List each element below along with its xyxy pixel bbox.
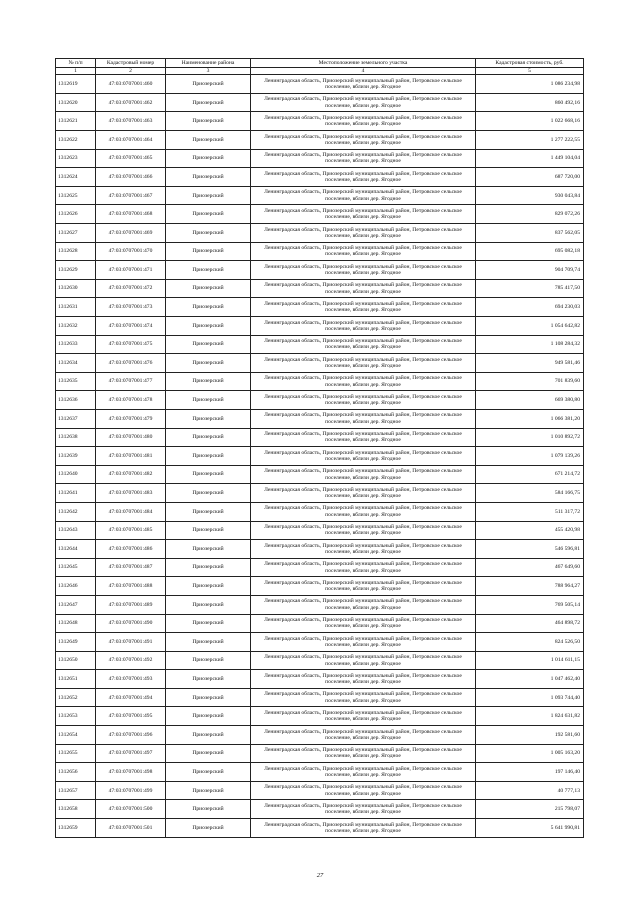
location-cell: Ленинградская область, Приозерский муниципальный район, Петровское сельское поселение, вблизи дер. Ягодное <box>251 763 476 782</box>
cadastral-number-cell: 47:03:0707001:487 <box>96 558 166 577</box>
location-cell: Ленинградская область, Приозерский муниципальный район, Петровское сельское поселение, вблизи дер. Ягодное <box>251 558 476 577</box>
district-cell: Приозерский <box>166 633 251 652</box>
cadastral-value-cell: 40 777,13 <box>476 781 584 800</box>
table-row <box>56 800 584 819</box>
location-cell: Ленинградская область, Приозерский муниципальный район, Петровское сельское поселение, вблизи дер. Ягодное <box>251 540 476 559</box>
cadastral-value-cell: 949 581,46 <box>476 354 584 373</box>
cadastral-value-cell: 788 964,27 <box>476 577 584 596</box>
cadastral-number-cell: 47:03:0707001:494 <box>96 688 166 707</box>
district-cell: Приозерский <box>166 707 251 726</box>
table-row <box>56 93 584 112</box>
district-cell: Приозерский <box>166 688 251 707</box>
header-district-name: Наименование района <box>166 59 251 68</box>
location-cell: Ленинградская область, Приозерский муниципальный район, Петровское сельское поселение, вблизи дер. Ягодное <box>251 261 476 280</box>
location-cell: Ленинградская область, Приозерский муниципальный район, Петровское сельское поселение, вблизи дер. Ягодное <box>251 614 476 633</box>
location-cell: Ленинградская область, Приозерский муниципальный район, Петровское сельское поселение, вблизи дер. Ягодное <box>251 242 476 261</box>
cadastral-value-cell: 1 014 611,15 <box>476 651 584 670</box>
row-number-cell: 1312652 <box>56 688 96 707</box>
cadastral-number-cell: 47:03:0707001:499 <box>96 781 166 800</box>
cadastral-value-cell: 464 898,72 <box>476 614 584 633</box>
cadastral-number-cell: 47:03:0707001:481 <box>96 447 166 466</box>
row-number-cell: 1312657 <box>56 781 96 800</box>
cadastral-value-cell: 860 492,16 <box>476 93 584 112</box>
cadastral-number-cell: 47:03:0707001:462 <box>96 93 166 112</box>
cadastral-value-cell: 1 079 139,26 <box>476 447 584 466</box>
cadastral-number-cell: 47:03:0707001:469 <box>96 224 166 243</box>
cadastral-value-cell: 192 581,60 <box>476 726 584 745</box>
row-number-cell: 1312654 <box>56 726 96 745</box>
row-number-cell: 1312639 <box>56 447 96 466</box>
table-row <box>56 335 584 354</box>
location-cell: Ленинградская область, Приозерский муниципальный район, Петровское сельское поселение, вблизи дер. Ягодное <box>251 112 476 131</box>
table-row <box>56 354 584 373</box>
cadastral-value-cell: 1 277 222,55 <box>476 131 584 150</box>
cadastral-value-cell: 1 066 381,20 <box>476 409 584 428</box>
cadastral-value-cell: 824 526,50 <box>476 633 584 652</box>
header-cadastral-value: Кадастровая стоимость, руб. <box>476 59 584 68</box>
cadastral-value-cell: 829 072,26 <box>476 205 584 224</box>
cadastral-number-cell: 47:03:0707001:489 <box>96 595 166 614</box>
location-cell: Ленинградская область, Приозерский муниципальный район, Петровское сельское поселение, вблизи дер. Ягодное <box>251 298 476 317</box>
table-row <box>56 744 584 763</box>
row-number-cell: 1312635 <box>56 372 96 391</box>
district-cell: Приозерский <box>166 279 251 298</box>
row-number-cell: 1312656 <box>56 763 96 782</box>
location-cell: Ленинградская область, Приозерский муниципальный район, Петровское сельское поселение, вблизи дер. Ягодное <box>251 354 476 373</box>
district-cell: Приозерский <box>166 224 251 243</box>
row-number-cell: 1312628 <box>56 242 96 261</box>
cadastral-value-cell: 215 798,07 <box>476 800 584 819</box>
district-cell: Приозерский <box>166 502 251 521</box>
row-number-cell: 1312644 <box>56 540 96 559</box>
cadastral-number-cell: 47:03:0707001:486 <box>96 540 166 559</box>
cadastral-value-cell: 837 562,05 <box>476 224 584 243</box>
page-number: 27 <box>316 872 324 879</box>
table-row <box>56 391 584 410</box>
cadastral-number-cell: 47:03:0707001:470 <box>96 242 166 261</box>
table-row <box>56 540 584 559</box>
district-cell: Приозерский <box>166 781 251 800</box>
district-cell: Приозерский <box>166 726 251 745</box>
table-row <box>56 726 584 745</box>
location-cell: Ленинградская область, Приозерский муниципальный район, Петровское сельское поселение, вблизи дер. Ягодное <box>251 465 476 484</box>
column-number-row <box>56 68 584 75</box>
row-number-cell: 1312632 <box>56 317 96 336</box>
row-number-cell: 1312626 <box>56 205 96 224</box>
cadastral-number-cell: 47:03:0707001:498 <box>96 763 166 782</box>
cadastral-number-cell: 47:03:0707001:496 <box>96 726 166 745</box>
district-cell: Приозерский <box>166 93 251 112</box>
district-cell: Приозерский <box>166 112 251 131</box>
table-row <box>56 670 584 689</box>
cadastral-number-cell: 47:03:0707001:464 <box>96 131 166 150</box>
table-row <box>56 149 584 168</box>
cadastral-value-cell: 687 720,00 <box>476 168 584 187</box>
cadastral-number-cell: 47:03:0707001:478 <box>96 391 166 410</box>
location-cell: Ленинградская область, Приозерский муниципальный район, Петровское сельское поселение, вблизи дер. Ягодное <box>251 521 476 540</box>
row-number-cell: 1312659 <box>56 819 96 838</box>
cadastral-value-cell: 1 108 284,32 <box>476 335 584 354</box>
district-cell: Приозерский <box>166 261 251 280</box>
district-cell: Приозерский <box>166 763 251 782</box>
cadastral-value-cell: 511 317,72 <box>476 502 584 521</box>
header-cadastral-number: Кадастровый номер <box>96 59 166 68</box>
header-row-number: № п/п <box>56 59 96 68</box>
row-number-cell: 1312620 <box>56 93 96 112</box>
cadastral-value-cell: 769 505,14 <box>476 595 584 614</box>
table-row <box>56 242 584 261</box>
row-number-cell: 1312647 <box>56 595 96 614</box>
location-cell: Ленинградская область, Приозерский муниципальный район, Петровское сельское поселение, вблизи дер. Ягодное <box>251 75 476 94</box>
district-cell: Приозерский <box>166 670 251 689</box>
table-row <box>56 688 584 707</box>
location-cell: Ленинградская область, Приозерский муниципальный район, Петровское сельское поселение, вблизи дер. Ягодное <box>251 131 476 150</box>
cadastral-value-cell: 695 082,18 <box>476 242 584 261</box>
district-cell: Приозерский <box>166 819 251 838</box>
table-row <box>56 707 584 726</box>
row-number-cell: 1312636 <box>56 391 96 410</box>
location-cell: Ленинградская область, Приозерский муниципальный район, Петровское сельское поселение, вблизи дер. Ягодное <box>251 502 476 521</box>
table-row <box>56 317 584 336</box>
district-cell: Приозерский <box>166 447 251 466</box>
location-cell: Ленинградская область, Приозерский муниципальный район, Петровское сельское поселение, вблизи дер. Ягодное <box>251 726 476 745</box>
cadastral-value-cell: 785 417,50 <box>476 279 584 298</box>
cadastral-number-cell: 47:03:0707001:490 <box>96 614 166 633</box>
cadastral-value-cell: 669 380,80 <box>476 391 584 410</box>
district-cell: Приозерский <box>166 75 251 94</box>
row-number-cell: 1312631 <box>56 298 96 317</box>
table-row <box>56 409 584 428</box>
location-cell: Ленинградская область, Приозерский муниципальный район, Петровское сельское поселение, вблизи дер. Ягодное <box>251 595 476 614</box>
cadastral-value-cell: 467 649,60 <box>476 558 584 577</box>
table-row <box>56 558 584 577</box>
cadastral-value-cell: 1 047 462,40 <box>476 670 584 689</box>
cadastral-value-cell: 584 166,75 <box>476 484 584 503</box>
row-number-cell: 1312658 <box>56 800 96 819</box>
row-number-cell: 1312637 <box>56 409 96 428</box>
location-cell: Ленинградская область, Приозерский муниципальный район, Петровское сельское поселение, вблизи дер. Ягодное <box>251 633 476 652</box>
district-cell: Приозерский <box>166 484 251 503</box>
cadastral-number-cell: 47:03:0707001:467 <box>96 186 166 205</box>
table-row <box>56 781 584 800</box>
column-number: 1 <box>56 68 96 75</box>
table-row <box>56 595 584 614</box>
table-row <box>56 205 584 224</box>
cadastral-value-cell: 197 146,40 <box>476 763 584 782</box>
cadastral-number-cell: 47:03:0707001:480 <box>96 428 166 447</box>
cadastral-number-cell: 47:03:0707001:479 <box>96 409 166 428</box>
cadastral-number-cell: 47:03:0707001:488 <box>96 577 166 596</box>
table-row <box>56 633 584 652</box>
district-cell: Приозерский <box>166 391 251 410</box>
district-cell: Приозерский <box>166 558 251 577</box>
table-row <box>56 484 584 503</box>
location-cell: Ленинградская область, Приозерский муниципальный район, Петровское сельское поселение, вблизи дер. Ягодное <box>251 372 476 391</box>
cadastral-value-cell: 455 420,98 <box>476 521 584 540</box>
row-number-cell: 1312624 <box>56 168 96 187</box>
district-cell: Приозерский <box>166 651 251 670</box>
district-cell: Приозерский <box>166 614 251 633</box>
row-number-cell: 1312638 <box>56 428 96 447</box>
cadastral-number-cell: 47:03:0707001:473 <box>96 298 166 317</box>
location-cell: Ленинградская область, Приозерский муниципальный район, Петровское сельское поселение, вблизи дер. Ягодное <box>251 744 476 763</box>
location-cell: Ленинградская область, Приозерский муниципальный район, Петровское сельское поселение, вблизи дер. Ягодное <box>251 279 476 298</box>
cadastral-value-cell: 1 010 892,72 <box>476 428 584 447</box>
table-row <box>56 447 584 466</box>
table-row <box>56 75 584 94</box>
district-cell: Приозерский <box>166 242 251 261</box>
row-number-cell: 1312622 <box>56 131 96 150</box>
row-number-cell: 1312642 <box>56 502 96 521</box>
location-cell: Ленинградская область, Приозерский муниципальный район, Петровское сельское поселение, вблизи дер. Ягодное <box>251 707 476 726</box>
column-number: 4 <box>251 68 476 75</box>
location-cell: Ленинградская область, Приозерский муниципальный район, Петровское сельское поселение, вблизи дер. Ягодное <box>251 317 476 336</box>
row-number-cell: 1312641 <box>56 484 96 503</box>
row-number-cell: 1312655 <box>56 744 96 763</box>
row-number-cell: 1312633 <box>56 335 96 354</box>
district-cell: Приозерский <box>166 409 251 428</box>
location-cell: Ленинградская область, Приозерский муниципальный район, Петровское сельское поселение, вблизи дер. Ягодное <box>251 577 476 596</box>
cadastral-value-cell: 904 709,74 <box>476 261 584 280</box>
district-cell: Приозерский <box>166 744 251 763</box>
cadastral-number-cell: 47:03:0707001:485 <box>96 521 166 540</box>
row-number-cell: 1312648 <box>56 614 96 633</box>
row-number-cell: 1312650 <box>56 651 96 670</box>
location-cell: Ленинградская область, Приозерский муниципальный район, Петровское сельское поселение, вблизи дер. Ягодное <box>251 391 476 410</box>
cadastral-value-cell: 1 449 104,04 <box>476 149 584 168</box>
district-cell: Приозерский <box>166 800 251 819</box>
cadastral-value-cell: 1 093 744,40 <box>476 688 584 707</box>
row-number-cell: 1312640 <box>56 465 96 484</box>
cadastral-number-cell: 47:03:0707001:482 <box>96 465 166 484</box>
cadastral-number-cell: 47:03:0707001:471 <box>96 261 166 280</box>
table-row <box>56 131 584 150</box>
district-cell: Приозерский <box>166 335 251 354</box>
cadastral-number-cell: 47:03:0707001:484 <box>96 502 166 521</box>
row-number-cell: 1312627 <box>56 224 96 243</box>
cadastral-value-cell: 1 022 668,16 <box>476 112 584 131</box>
cadastral-number-cell: 47:03:0707001:497 <box>96 744 166 763</box>
table-row <box>56 224 584 243</box>
cadastral-value-cell: 1 054 642,82 <box>476 317 584 336</box>
district-cell: Приозерский <box>166 465 251 484</box>
cadastral-number-cell: 47:03:0707001:492 <box>96 651 166 670</box>
table-row <box>56 168 584 187</box>
location-cell: Ленинградская область, Приозерский муниципальный район, Петровское сельское поселение, вблизи дер. Ягодное <box>251 205 476 224</box>
cadastral-value-cell: 546 596,81 <box>476 540 584 559</box>
cadastral-number-cell: 47:03:0707001:472 <box>96 279 166 298</box>
cadastral-number-cell: 47:03:0707001:466 <box>96 168 166 187</box>
district-cell: Приозерский <box>166 317 251 336</box>
cadastral-number-cell: 47:03:0707001:476 <box>96 354 166 373</box>
cadastral-value-cell: 1 824 631,82 <box>476 707 584 726</box>
cadastral-number-cell: 47:03:0707001:500 <box>96 800 166 819</box>
cadastral-number-cell: 47:03:0707001:491 <box>96 633 166 652</box>
location-cell: Ленинградская область, Приозерский муниципальный район, Петровское сельское поселение, вблизи дер. Ягодное <box>251 224 476 243</box>
district-cell: Приозерский <box>166 186 251 205</box>
cadastral-value-cell: 1 005 163,20 <box>476 744 584 763</box>
district-cell: Приозерский <box>166 131 251 150</box>
district-cell: Приозерский <box>166 577 251 596</box>
column-number: 2 <box>96 68 166 75</box>
location-cell: Ленинградская область, Приозерский муниципальный район, Петровское сельское поселение, вблизи дер. Ягодное <box>251 781 476 800</box>
location-cell: Ленинградская область, Приозерский муниципальный район, Петровское сельское поселение, вблизи дер. Ягодное <box>251 428 476 447</box>
cadastral-number-cell: 47:03:0707001:474 <box>96 317 166 336</box>
location-cell: Ленинградская область, Приозерский муниципальный район, Петровское сельское поселение, вблизи дер. Ягодное <box>251 335 476 354</box>
cadastral-number-cell: 47:03:0707001:477 <box>96 372 166 391</box>
cadastral-number-cell: 47:03:0707001:501 <box>96 819 166 838</box>
location-cell: Ленинградская область, Приозерский муниципальный район, Петровское сельское поселение, вблизи дер. Ягодное <box>251 447 476 466</box>
cadastral-value-cell: 701 839,60 <box>476 372 584 391</box>
table-row <box>56 465 584 484</box>
table-row <box>56 521 584 540</box>
table-row <box>56 186 584 205</box>
cadastral-value-cell: 671 214,72 <box>476 465 584 484</box>
table-header-row <box>56 59 584 68</box>
location-cell: Ленинградская область, Приозерский муниципальный район, Петровское сельское поселение, вблизи дер. Ягодное <box>251 688 476 707</box>
row-number-cell: 1312643 <box>56 521 96 540</box>
district-cell: Приозерский <box>166 149 251 168</box>
table-row <box>56 819 584 838</box>
table-row <box>56 261 584 280</box>
table-row <box>56 763 584 782</box>
table-row <box>56 651 584 670</box>
table-row <box>56 428 584 447</box>
location-cell: Ленинградская область, Приозерский муниципальный район, Петровское сельское поселение, вблизи дер. Ягодное <box>251 186 476 205</box>
cadastral-number-cell: 47:03:0707001:495 <box>96 707 166 726</box>
district-cell: Приозерский <box>166 168 251 187</box>
row-number-cell: 1312645 <box>56 558 96 577</box>
cadastral-value-cell: 5 641 990,81 <box>476 819 584 838</box>
table-row <box>56 112 584 131</box>
location-cell: Ленинградская область, Приозерский муниципальный район, Петровское сельское поселение, вблизи дер. Ягодное <box>251 168 476 187</box>
row-number-cell: 1312621 <box>56 112 96 131</box>
row-number-cell: 1312634 <box>56 354 96 373</box>
table-row <box>56 502 584 521</box>
location-cell: Ленинградская область, Приозерский муниципальный район, Петровское сельское поселение, вблизи дер. Ягодное <box>251 819 476 838</box>
cadastral-number-cell: 47:03:0707001:475 <box>96 335 166 354</box>
district-cell: Приозерский <box>166 540 251 559</box>
column-number: 3 <box>166 68 251 75</box>
cadastral-number-cell: 47:03:0707001:460 <box>96 75 166 94</box>
table-body <box>56 75 584 837</box>
header-location: Местоположение земельного участка <box>251 59 476 68</box>
district-cell: Приозерский <box>166 372 251 391</box>
district-cell: Приозерский <box>166 298 251 317</box>
cadastral-value-cell: 1 086 234,98 <box>476 75 584 94</box>
location-cell: Ленинградская область, Приозерский муниципальный район, Петровское сельское поселение, вблизи дер. Ягодное <box>251 670 476 689</box>
location-cell: Ленинградская область, Приозерский муниципальный район, Петровское сельское поселение, вблизи дер. Ягодное <box>251 651 476 670</box>
cadastral-value-table-sheet <box>55 58 583 838</box>
cadastral-value-cell: 930 043,84 <box>476 186 584 205</box>
cadastral-number-cell: 47:03:0707001:483 <box>96 484 166 503</box>
district-cell: Приозерский <box>166 205 251 224</box>
row-number-cell: 1312651 <box>56 670 96 689</box>
row-number-cell: 1312619 <box>56 75 96 94</box>
location-cell: Ленинградская область, Приозерский муниципальный район, Петровское сельское поселение, вблизи дер. Ягодное <box>251 800 476 819</box>
table-row <box>56 614 584 633</box>
row-number-cell: 1312653 <box>56 707 96 726</box>
cadastral-number-cell: 47:03:0707001:468 <box>96 205 166 224</box>
table-row <box>56 372 584 391</box>
location-cell: Ленинградская область, Приозерский муниципальный район, Петровское сельское поселение, вблизи дер. Ягодное <box>251 409 476 428</box>
table-row <box>56 577 584 596</box>
row-number-cell: 1312630 <box>56 279 96 298</box>
row-number-cell: 1312625 <box>56 186 96 205</box>
cadastral-value-table <box>55 58 584 838</box>
cadastral-value-cell: 694 230,03 <box>476 298 584 317</box>
district-cell: Приозерский <box>166 595 251 614</box>
cadastral-number-cell: 47:03:0707001:493 <box>96 670 166 689</box>
district-cell: Приозерский <box>166 521 251 540</box>
row-number-cell: 1312646 <box>56 577 96 596</box>
cadastral-number-cell: 47:03:0707001:465 <box>96 149 166 168</box>
table-row <box>56 298 584 317</box>
location-cell: Ленинградская область, Приозерский муниципальный район, Петровское сельское поселение, вблизи дер. Ягодное <box>251 93 476 112</box>
row-number-cell: 1312649 <box>56 633 96 652</box>
table-row <box>56 279 584 298</box>
location-cell: Ленинградская область, Приозерский муниципальный район, Петровское сельское поселение, вблизи дер. Ягодное <box>251 484 476 503</box>
column-number: 5 <box>476 68 584 75</box>
district-cell: Приозерский <box>166 428 251 447</box>
location-cell: Ленинградская область, Приозерский муниципальный район, Петровское сельское поселение, вблизи дер. Ягодное <box>251 149 476 168</box>
cadastral-number-cell: 47:03:0707001:463 <box>96 112 166 131</box>
row-number-cell: 1312623 <box>56 149 96 168</box>
district-cell: Приозерский <box>166 354 251 373</box>
row-number-cell: 1312629 <box>56 261 96 280</box>
